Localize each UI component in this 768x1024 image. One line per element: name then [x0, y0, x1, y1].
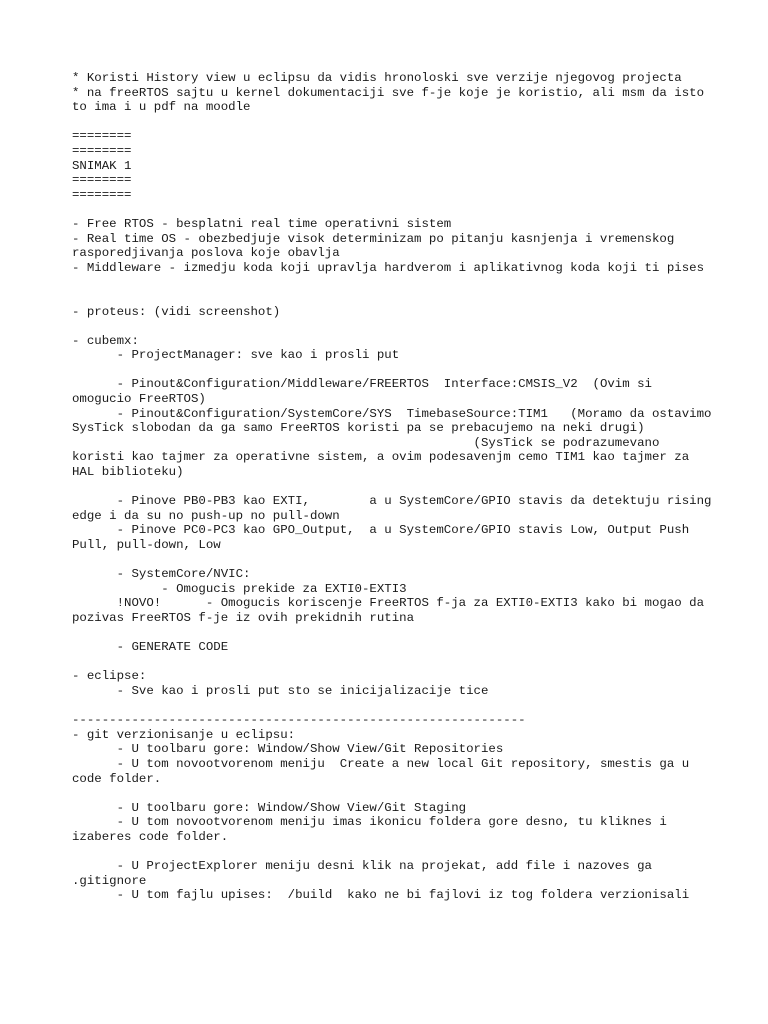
- blank-line: [72, 480, 712, 495]
- blank-line: [72, 626, 712, 641]
- text-line: - U toolbaru gore: Window/Show View/Git Repositories: [72, 742, 504, 757]
- blank-line: [72, 202, 712, 217]
- text-line: - cubemx:: [72, 333, 139, 348]
- document-body: [72, 71, 719, 903]
- text-line: - GENERATE CODE: [72, 640, 229, 655]
- text-line: - Pinove PB0-PB3 kao EXTI, a u SystemCore/GPIO stavis da detektuju rising edge i da su no push-up no pull-down: [72, 494, 719, 523]
- blank-line: [72, 319, 712, 334]
- text-line: SNIMAK 1: [72, 158, 132, 173]
- text-line: !NOVO! - Omogucis koriscenje FreeRTOS f-ja za EXTI0-EXTI3 kako bi mogao da pozivas FreeRTOS f-je iz ovih prekidnih rutina: [72, 596, 712, 625]
- blank-line: [72, 553, 712, 568]
- blank-line: [72, 115, 712, 130]
- text-line: - git verzionisanje u eclipsu:: [72, 727, 296, 742]
- text-line: - Omogucis prekide za EXTI0-EXTI3: [72, 581, 407, 596]
- text-line: - proteus: (vidi screenshot): [72, 304, 281, 319]
- text-line: ========: [72, 129, 132, 144]
- blank-line: [72, 275, 712, 290]
- text-line: - ProjectManager: sve kao i prosli put: [72, 348, 400, 363]
- text-line: - Free RTOS - besplatni real time operativni sistem: [72, 216, 452, 231]
- text-line: - U ProjectExplorer meniju desni klik na projekat, add file i nazoves ga .gitignore: [72, 859, 660, 888]
- blank-line: [72, 363, 712, 378]
- text-line: - SystemCore/NVIC:: [72, 567, 251, 582]
- text-line: - Pinout&Configuration/Middleware/FREERTOS Interface:CMSIS_V2 (Ovim si omogucio FreeRTOS): [72, 377, 660, 407]
- blank-line: [72, 786, 712, 801]
- text-line: - eclipse:: [72, 669, 147, 684]
- blank-line: [72, 699, 712, 714]
- text-line: ========: [72, 143, 132, 158]
- text-line: ========: [72, 173, 132, 188]
- text-line: * na freeRTOS sajtu u kernel dokumentaciji sve f-je koje je koristio, ali msm da isto to ima i u pdf na moodle: [72, 85, 712, 115]
- blank-line: [72, 844, 712, 859]
- document-page: [72, 71, 719, 903]
- text-line: ========: [72, 187, 132, 202]
- text-line: - U tom fajlu upises: /build kako ne bi fajlovi iz tog foldera verzionisali: [72, 888, 690, 903]
- blank-line: [72, 655, 712, 670]
- text-line: - Pinout&Configuration/SystemCore/SYS TimebaseSource:TIM1 (Moramo da ostavimo SysTick slobodan da ga samo FreeRTOS koristi pa se prebacujemo na neki drugi): [72, 406, 719, 436]
- text-line: - Real time OS - obezbedjuje visok determinizam po pitanju kasnjenja i vremenskog rasporedjivanja poslova koje obavlja: [72, 231, 682, 261]
- blank-line: [72, 290, 712, 305]
- text-line: - U tom novootvorenom meniju imas ikonicu foldera gore desno, tu kliknes i izaberes code folder.: [72, 815, 675, 844]
- text-line: - Middleware - izmedju koda koji upravlja hardverom i aplikativnog koda koji ti pises: [72, 260, 705, 275]
- text-line: -------------------------------------------------------------: [72, 713, 526, 728]
- text-line: - U tom novootvorenom meniju Create a new local Git repository, smestis ga u code folder.: [72, 756, 697, 786]
- text-line: (SysTick se podrazumevano koristi kao tajmer za operativne sistem, a ovim podesavenjm cemo TIM1 kao tajmer za HAL biblioteku): [72, 435, 697, 480]
- text-line: * Koristi History view u eclipsu da vidis hronoloski sve verzije njegovog projecta: [72, 71, 682, 85]
- text-line: - Pinove PC0-PC3 kao GPO_Output, a u SystemCore/GPIO stavis Low, Output Push Pull, pull-down, Low: [72, 523, 697, 552]
- text-line: - Sve kao i prosli put sto se inicijalizacije tice: [72, 683, 489, 698]
- text-line: - U toolbaru gore: Window/Show View/Git Staging: [72, 800, 467, 815]
